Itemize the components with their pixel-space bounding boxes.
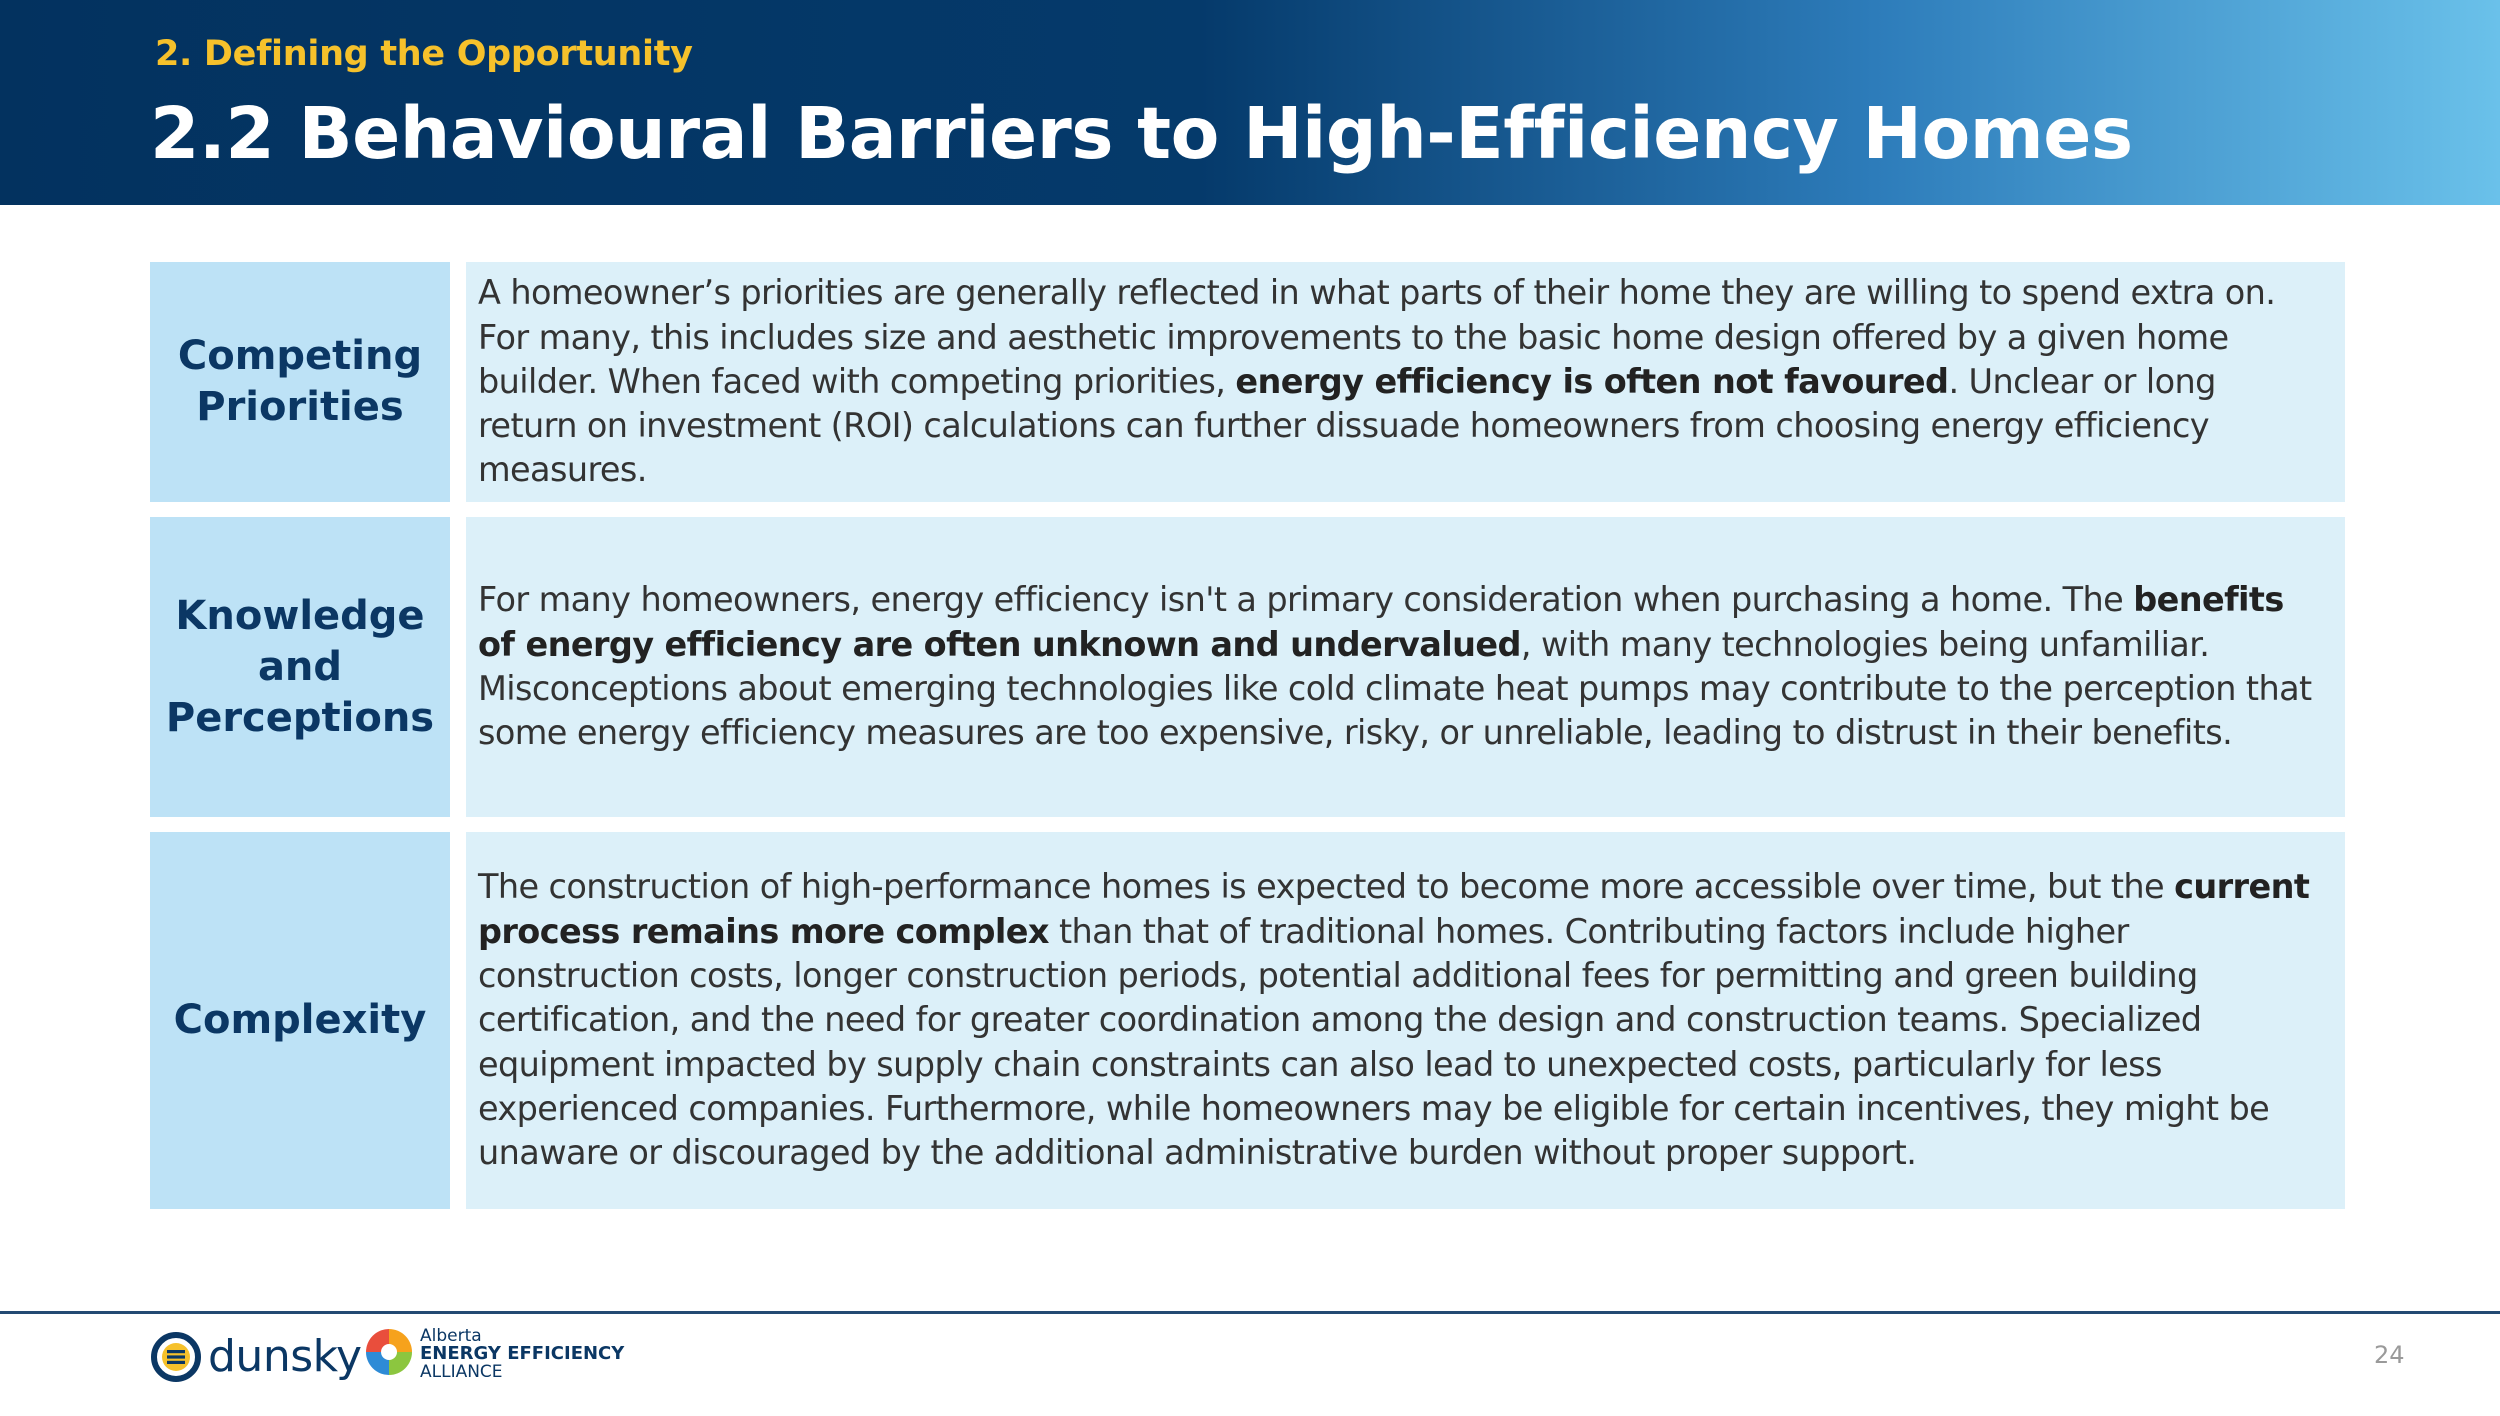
description-segment: , with many technologies being unfamiliar. Misconceptions about emerging technologies like cold climate heat pumps may contribute to the perception that some energy efficiency measures are too expensive, risky, or unreliable, leading to distrust in their benefits. (478, 624, 2312, 753)
barrier-row-complexity (150, 832, 2345, 1209)
description-segment: . Unclear or long return on investment (ROI) calculations can further dissuade homeowners from choosing energy efficiency measures. (478, 361, 2216, 490)
aeea-line-energy-efficiency: ENERGY EFFICIENCY (420, 1343, 625, 1364)
aeea-line-alliance: ALLIANCE (420, 1362, 503, 1382)
description-segment: than that of traditional homes. Contributing factors include higher construction costs, longer construction periods, potential additional fees for permitting and green building certification, and the need for greater coordination among the design and construction teams. Specialized equipment impacted by supply chain constraints can also lead to unexpected costs, particularly for less experienced companies. Furthermore, while homeowners may be eligible for certain incentives, they might be unaware or discouraged by the additional administrative burden without proper support. (478, 911, 2270, 1173)
description-emphasis: benefits of energy efficiency are often unknown and undervalued (478, 580, 2284, 664)
page-number: 24 (2374, 1341, 2405, 1369)
barrier-description-text (478, 271, 2323, 492)
dunsky-wordmark: dunsky (208, 1331, 362, 1382)
aeea-wordmark (420, 1327, 624, 1381)
footer-divider (0, 1311, 2500, 1314)
barrier-description (466, 262, 2345, 502)
dunsky-logo (150, 1331, 362, 1383)
barrier-row-knowledge-perceptions (150, 517, 2345, 817)
description-segment: The construction of high-performance homes is expected to become more accessible over time, but the (478, 867, 2175, 907)
barrier-description-text (478, 865, 2323, 1175)
barrier-label-text: Knowledge and Perceptions (165, 592, 435, 741)
aeea-logo (364, 1327, 624, 1381)
barrier-label-text: Complexity (173, 997, 427, 1043)
barrier-label-text: Competing Priorities (177, 333, 423, 430)
header-banner (0, 0, 2500, 205)
dunsky-mark-icon (150, 1331, 202, 1383)
barrier-label (150, 262, 450, 502)
barrier-label (150, 517, 450, 817)
description-segment: A homeowner’s priorities are generally reflected in what parts of their home they are willing to spend extra on. For many, this includes size and aesthetic improvements to the basic home design offered by a given home builder. When faced with competing priorities, (478, 273, 2276, 401)
barrier-description (466, 517, 2345, 817)
barrier-description-text (478, 578, 2323, 755)
barrier-description (466, 832, 2345, 1209)
description-emphasis: current process remains more complex (478, 867, 2310, 951)
barrier-row-competing-priorities (150, 262, 2345, 502)
aeea-pinwheel-icon (364, 1327, 414, 1377)
page-title: 2.2 Behavioural Barriers to High-Efficiency Homes (150, 92, 2133, 175)
description-emphasis: energy efficiency is often not favoured (1235, 361, 1949, 401)
barrier-label (150, 832, 450, 1209)
description-segment: For many homeowners, energy efficiency isn't a primary consideration when purchasing a home. The (478, 580, 2134, 620)
section-label: 2. Defining the Opportunity (155, 34, 693, 74)
aeea-line-alberta: Alberta (420, 1326, 482, 1346)
